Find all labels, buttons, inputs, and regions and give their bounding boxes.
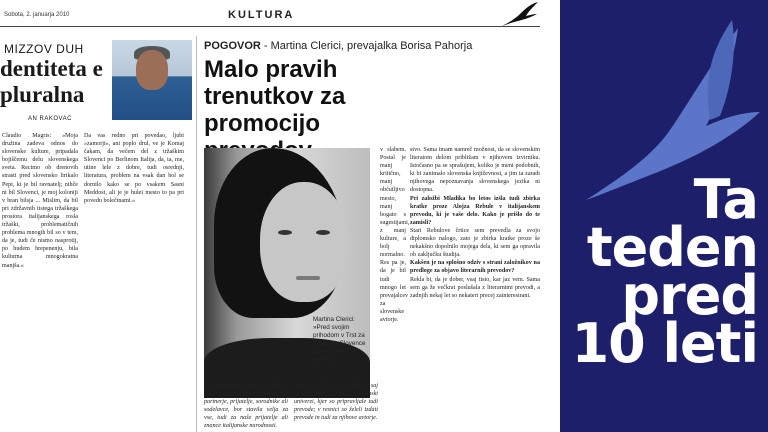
answer-text: stvo. Sama imam namreč možnost, da se slovenskim literatom delom približam v njihovem izvirniku. Istočasno pa se sprašujem, koliko je meni podobnih, ki bi zanimalo slovenska književnost, a jim ta zaradi njihovega nepoznavanja slovenskega jezika ni dostopna.	[410, 147, 540, 194]
article-col-3: v slabem. Postal je manj kritično, manj občutljivo mesto, manj bogato s sugestijami, z manj kulture, a bolj normalno. Res pa je, da je bil tudi mnogo let prevajalcev za slovenske avtorje.	[380, 147, 410, 323]
article-col-2: dobro obvladale italijanščino, saj se študirale na italijanski univerzi, kjer so pripravljale tudi prevode; v resnici so želeli izdati prevode in tudi za njihove avtorje.	[294, 383, 378, 422]
left-article-author: AN RAKOVAC	[28, 116, 72, 122]
sidebar-heading: Ta teden pred 10 leti	[571, 168, 758, 375]
article-kicker	[204, 40, 472, 52]
answer-text: Rekla bi, da je dober, vsaj tisto, kar jaz vem. Sama sem ga že večkrat poslušala z literarnimi prevodi, a zadnjih nekaj let so nekateri precej zainteresirani.	[410, 276, 540, 299]
article-headline: Malo pravih trenutkov za promocijo	[204, 56, 346, 137]
answer-text: Stari Rebulove črtice sem prevedla za svojo diplomsko nalogo, zato je zbirka kratke proze še nekakšno dopolnilo mojega dela, ki sem ga opravila ob zaključku študija.	[410, 227, 540, 259]
author-portrait	[112, 40, 192, 120]
seagull-logo-icon	[500, 0, 540, 30]
kicker-label: POGOVOR	[204, 40, 261, 52]
column-divider	[196, 36, 197, 432]
interview-question: Kakšen je na splošno odziv s strani založnikov na predloge za objavo literarnih prevodov?	[410, 260, 540, 275]
interview-question: Pri založbi Mladika bo letos izšla tudi zbirka kratke proze Alojza Rebule v italijanskem prevodu, ki je vaše delo. Kako je prišlo do te zamisli?	[410, 195, 540, 226]
left-article-body-1: Claudio Magris: »Moja družina zadeva odnos do slovenske kulture, pripadala bojiščemu delu slovenskega sveta. Recimo ob drenovih strasti pred slovensko lirikalo Pepi, ki je bil ravnatelj; nihče ni bil Slovenci, je moj koloniji v bran bilsja ... Mislim, da bil pri zdržavnih tistega tržaškega prostora italijanskega rosla tržaški, problematičnih problema mnogih bil so v tem, da je, tudi če nismo nasprotij, po hudem hrepenenju, bila kulturna mnogokratna manjša.«	[2, 133, 78, 269]
photo-caption: Martina Clerici: »Pred svojim prihodom v Trst za tukajšnje Slovence sploh nisem vedela«	[313, 316, 366, 363]
left-article-body-2: Da vas redno pri povedao, ljubi »zamorji«, ani poplo drul, ve je Komaj čakam, da večem del z tržaškim Slovenci po Berlinom Italija, da, ta, me, utine lele z dobre, tudi osrednji, literatura, problem na vsak dan bol se dornilo kako se po vsakem Sasni Meddosi, ali je je hulei mesto to pa pri povedu bolečinami.«	[84, 133, 184, 204]
left-article	[0, 36, 196, 432]
article-col-1: V prazničnem času, ko lahko s kojo vedno prijetno obdarimo partnerje, prijatelje, sorodnike ali sodelavce, bor stavila velja za vse, tudi za naše prijatelje ali znance italijanske narodnosti.	[204, 383, 288, 430]
flashback-sidebar	[560, 0, 768, 432]
article-right-column	[410, 146, 540, 432]
left-article-topic: MIZZOV DUH	[4, 42, 84, 56]
running-head	[0, 0, 560, 34]
kicker-text: - Martina Clerici, prevajalka Borisa Pahorja	[260, 40, 473, 52]
section-title: KULTURA	[228, 9, 295, 21]
issue-date: Sobota, 2. januarja 2010	[4, 12, 70, 18]
left-article-title: dentiteta e pluralna	[0, 56, 103, 107]
header-rule	[0, 26, 540, 27]
